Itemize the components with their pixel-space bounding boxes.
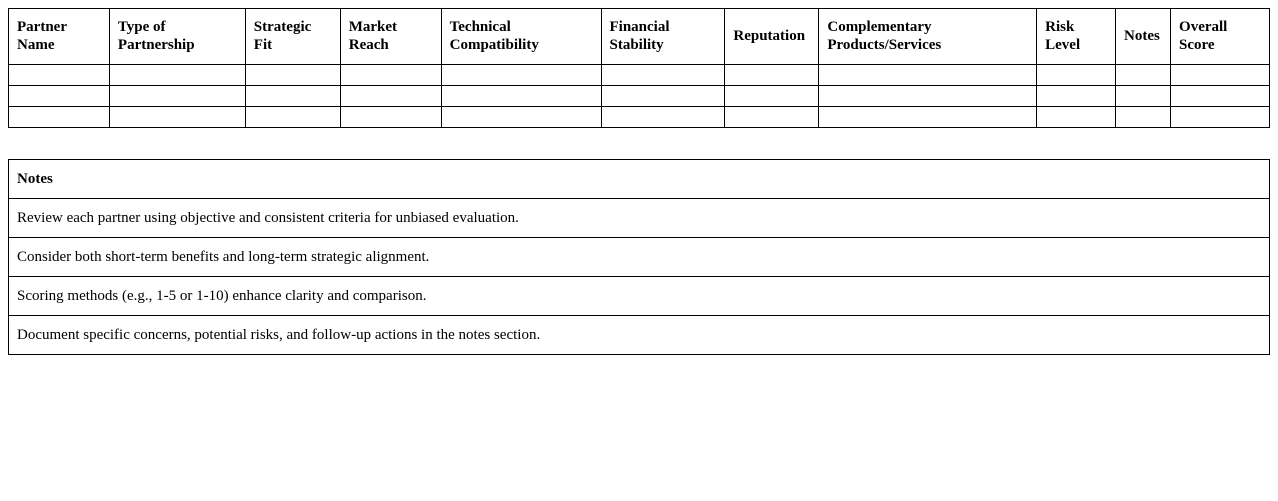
header-notes: [1116, 9, 1171, 65]
table-cell[interactable]: [1116, 107, 1171, 128]
table-cell[interactable]: [441, 107, 601, 128]
table-cell[interactable]: [340, 65, 441, 86]
header-overall-score: [1171, 9, 1270, 65]
table-cell[interactable]: [1171, 65, 1270, 86]
note-item: Document specific concerns, potential risks, and follow-up actions in the notes section.: [9, 316, 1270, 355]
header-type-line1: Type of: [117, 19, 166, 35]
table-cell[interactable]: [340, 86, 441, 107]
table-cell[interactable]: [1037, 65, 1116, 86]
header-complementary-line2: Products/Services: [827, 37, 942, 53]
header-financial-line1: Financial: [609, 19, 670, 35]
table-cell[interactable]: [819, 107, 1037, 128]
header-market-reach-line1: Market: [348, 19, 398, 35]
note-item: Review each partner using objective and consistent criteria for unbiased evaluation.: [9, 199, 1270, 238]
header-strategic-fit-line1: Strategic: [253, 19, 312, 35]
table-cell[interactable]: [245, 107, 340, 128]
header-reputation-label: Reputation: [733, 28, 806, 44]
header-financial-stability: [601, 9, 725, 65]
header-strategic-fit: [245, 9, 340, 65]
header-overall-line1: Overall: [1179, 19, 1228, 35]
table-cell[interactable]: [1116, 86, 1171, 107]
note-item: Consider both short-term benefits and long-term strategic alignment.: [9, 238, 1270, 277]
header-technical-line2: Compatibility: [449, 37, 539, 53]
header-partner-name-line1: Partner: [17, 19, 67, 35]
notes-table: [8, 159, 1270, 355]
table-cell[interactable]: [9, 65, 110, 86]
table-cell[interactable]: [9, 86, 110, 107]
header-technical-line1: Technical: [449, 19, 511, 35]
header-risk-line1: Risk: [1045, 19, 1075, 35]
notes-row: [9, 316, 1270, 355]
table-cell[interactable]: [725, 65, 819, 86]
table-cell[interactable]: [725, 86, 819, 107]
header-type-of-partnership: [109, 9, 245, 65]
header-row: [9, 9, 1270, 65]
header-market-reach-line2: Reach: [348, 37, 389, 53]
table-cell[interactable]: [1116, 65, 1171, 86]
header-strategic-fit-line2: Fit: [253, 37, 273, 53]
header-complementary-products: [819, 9, 1037, 65]
table-cell[interactable]: [245, 65, 340, 86]
table-cell[interactable]: [601, 65, 725, 86]
header-financial-line2: Stability: [609, 37, 664, 53]
header-risk-level: [1037, 9, 1116, 65]
table-cell[interactable]: [441, 65, 601, 86]
table-cell[interactable]: [601, 86, 725, 107]
table-cell[interactable]: [441, 86, 601, 107]
table-cell[interactable]: [1171, 107, 1270, 128]
header-overall-line2: Score: [1179, 37, 1215, 53]
notes-heading: Notes: [9, 160, 1270, 199]
header-partner-name: [9, 9, 110, 65]
partner-evaluation-table: [8, 8, 1270, 128]
header-complementary-line1: Complementary: [827, 19, 932, 35]
table-cell[interactable]: [1037, 86, 1116, 107]
table-cell[interactable]: [340, 107, 441, 128]
table-cell[interactable]: [109, 65, 245, 86]
table-row: [9, 86, 1270, 107]
table-cell[interactable]: [819, 86, 1037, 107]
note-item: Scoring methods (e.g., 1-5 or 1-10) enhance clarity and comparison.: [9, 277, 1270, 316]
header-type-line2: Partnership: [117, 37, 195, 53]
table-cell[interactable]: [601, 107, 725, 128]
notes-row: [9, 238, 1270, 277]
table-cell[interactable]: [109, 86, 245, 107]
header-notes-label: Notes: [1124, 28, 1160, 44]
table-cell[interactable]: [819, 65, 1037, 86]
header-partner-name-line2: Name: [17, 37, 55, 53]
table-cell[interactable]: [9, 107, 110, 128]
notes-header-row: [9, 160, 1270, 199]
table-cell[interactable]: [109, 107, 245, 128]
table-cell[interactable]: [1171, 86, 1270, 107]
table-cell[interactable]: [1037, 107, 1116, 128]
table-cell[interactable]: [245, 86, 340, 107]
header-reputation: [725, 9, 819, 65]
table-row: [9, 107, 1270, 128]
table-row: [9, 65, 1270, 86]
header-technical-compatibility: [441, 9, 601, 65]
header-market-reach: [340, 9, 441, 65]
notes-row: [9, 199, 1270, 238]
notes-row: [9, 277, 1270, 316]
table-cell[interactable]: [725, 107, 819, 128]
header-risk-line2: Level: [1045, 37, 1081, 53]
